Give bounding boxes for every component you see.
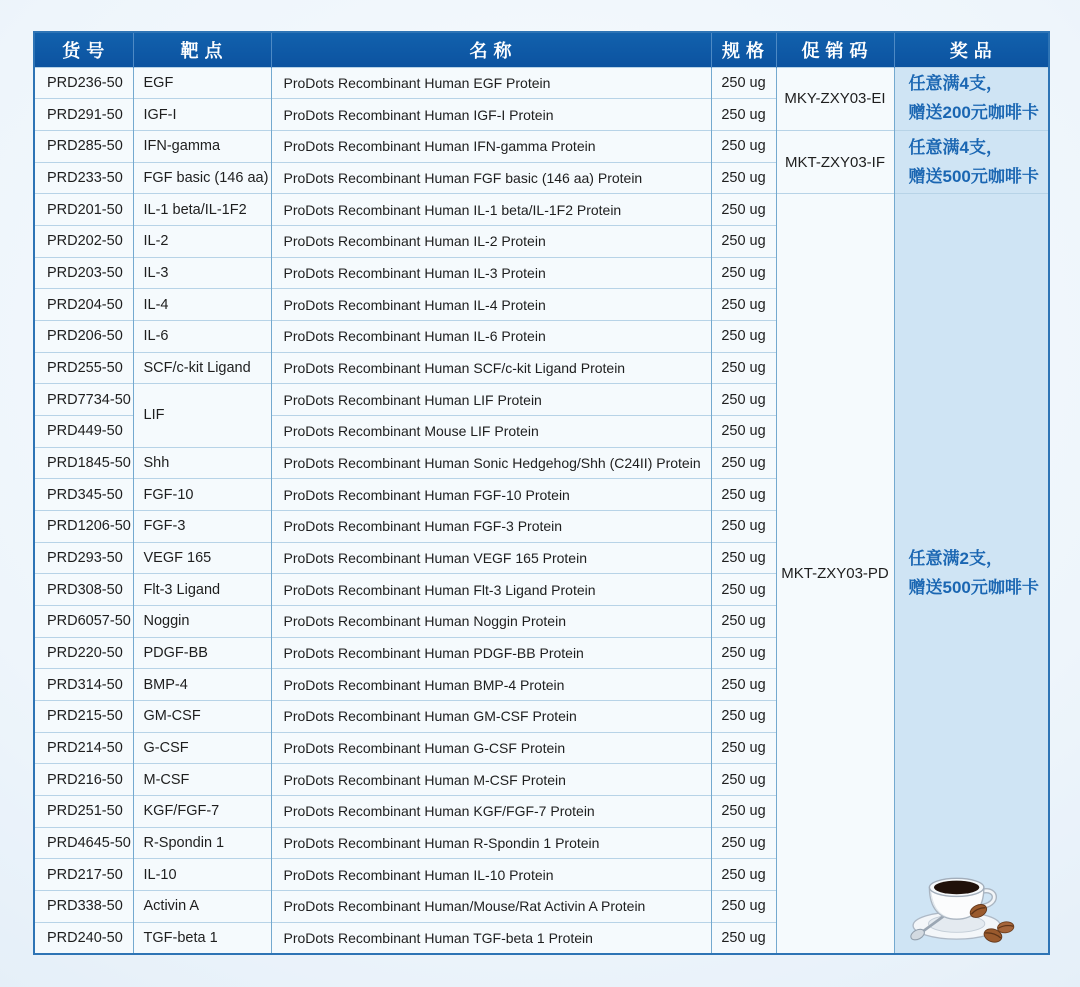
- catalog-cell: PRD7734-50: [34, 384, 133, 416]
- size-cell: 250 ug: [711, 415, 776, 447]
- name-cell: ProDots Recombinant Human GM-CSF Protein: [271, 700, 711, 732]
- prize-cell: [894, 194, 1049, 954]
- catalog-cell: PRD251-50: [34, 795, 133, 827]
- name-cell: ProDots Recombinant Human KGF/FGF-7 Protein: [271, 795, 711, 827]
- target-cell: M-CSF: [133, 764, 271, 796]
- catalog-cell: PRD338-50: [34, 890, 133, 922]
- name-cell: ProDots Recombinant Human IL-3 Protein: [271, 257, 711, 289]
- catalog-cell: PRD215-50: [34, 700, 133, 732]
- name-cell: ProDots Recombinant Human SCF/c-kit Ligand Protein: [271, 352, 711, 384]
- name-cell: ProDots Recombinant Mouse LIF Protein: [271, 415, 711, 447]
- size-cell: 250 ug: [711, 479, 776, 511]
- target-cell: SCF/c-kit Ligand: [133, 352, 271, 384]
- header-promo-code: 促销码: [776, 32, 894, 67]
- size-cell: 250 ug: [711, 510, 776, 542]
- name-cell: ProDots Recombinant Human IL-10 Protein: [271, 859, 711, 891]
- name-cell: ProDots Recombinant Human FGF-10 Protein: [271, 479, 711, 511]
- size-cell: 250 ug: [711, 130, 776, 162]
- target-cell: Noggin: [133, 605, 271, 637]
- promo-code-cell: MKY-ZXY03-EI: [776, 67, 894, 130]
- size-cell: 250 ug: [711, 732, 776, 764]
- catalog-cell: PRD203-50: [34, 257, 133, 289]
- size-cell: 250 ug: [711, 700, 776, 732]
- target-cell: IL-10: [133, 859, 271, 891]
- prize-text: [895, 68, 1049, 130]
- size-cell: 250 ug: [711, 162, 776, 194]
- catalog-cell: PRD220-50: [34, 637, 133, 669]
- name-cell: ProDots Recombinant Human IL-1 beta/IL-1F2 Protein: [271, 194, 711, 226]
- size-cell: 250 ug: [711, 890, 776, 922]
- target-cell: Flt-3 Ligand: [133, 574, 271, 606]
- name-cell: ProDots Recombinant Human IGF-I Protein: [271, 99, 711, 131]
- target-cell: IL-1 beta/IL-1F2: [133, 194, 271, 226]
- catalog-cell: PRD345-50: [34, 479, 133, 511]
- name-cell: ProDots Recombinant Human Flt-3 Ligand Protein: [271, 574, 711, 606]
- size-cell: 250 ug: [711, 384, 776, 416]
- prize-text: [895, 194, 1049, 953]
- catalog-cell: PRD206-50: [34, 320, 133, 352]
- target-cell: G-CSF: [133, 732, 271, 764]
- catalog-cell: PRD6057-50: [34, 605, 133, 637]
- name-cell: ProDots Recombinant Human LIF Protein: [271, 384, 711, 416]
- prize-line: 任意满4支，: [908, 74, 1003, 94]
- header-product-name: 名称: [271, 32, 711, 67]
- target-cell: GM-CSF: [133, 700, 271, 732]
- size-cell: 250 ug: [711, 859, 776, 891]
- size-cell: 250 ug: [711, 289, 776, 321]
- size-cell: 250 ug: [711, 257, 776, 289]
- target-cell: IL-6: [133, 320, 271, 352]
- catalog-cell: PRD204-50: [34, 289, 133, 321]
- name-cell: ProDots Recombinant Human BMP-4 Protein: [271, 669, 711, 701]
- catalog-cell: PRD285-50: [34, 130, 133, 162]
- table-row: [34, 194, 1049, 226]
- target-cell: FGF-10: [133, 479, 271, 511]
- target-cell: Shh: [133, 447, 271, 479]
- promo-code-cell: MKT-ZXY03-IF: [776, 130, 894, 193]
- size-cell: 250 ug: [711, 574, 776, 606]
- catalog-cell: PRD216-50: [34, 764, 133, 796]
- name-cell: ProDots Recombinant Human FGF-3 Protein: [271, 510, 711, 542]
- name-cell: ProDots Recombinant Human FGF basic (146 aa) Protein: [271, 162, 711, 194]
- catalog-cell: PRD255-50: [34, 352, 133, 384]
- catalog-cell: PRD201-50: [34, 194, 133, 226]
- name-cell: ProDots Recombinant Human/Mouse/Rat Activin A Protein: [271, 890, 711, 922]
- name-cell: ProDots Recombinant Human Noggin Protein: [271, 605, 711, 637]
- product-promo-table: [33, 31, 1050, 955]
- table-row: [34, 130, 1049, 162]
- size-cell: 250 ug: [711, 827, 776, 859]
- name-cell: ProDots Recombinant Human R-Spondin 1 Protein: [271, 827, 711, 859]
- prize-line: 赠送500元咖啡卡: [908, 166, 1039, 186]
- size-cell: 250 ug: [711, 320, 776, 352]
- catalog-cell: PRD308-50: [34, 574, 133, 606]
- catalog-cell: PRD291-50: [34, 99, 133, 131]
- catalog-cell: PRD1206-50: [34, 510, 133, 542]
- catalog-cell: PRD4645-50: [34, 827, 133, 859]
- name-cell: ProDots Recombinant Human EGF Protein: [271, 67, 711, 99]
- catalog-cell: PRD240-50: [34, 922, 133, 954]
- header-size: 规格: [711, 32, 776, 67]
- catalog-cell: PRD217-50: [34, 859, 133, 891]
- name-cell: ProDots Recombinant Human VEGF 165 Protein: [271, 542, 711, 574]
- size-cell: 250 ug: [711, 764, 776, 796]
- header-catalog-number: 货号: [34, 32, 133, 67]
- target-cell: PDGF-BB: [133, 637, 271, 669]
- target-cell: BMP-4: [133, 669, 271, 701]
- name-cell: ProDots Recombinant Human TGF-beta 1 Protein: [271, 922, 711, 954]
- table-row: [34, 67, 1049, 99]
- name-cell: ProDots Recombinant Human IL-2 Protein: [271, 225, 711, 257]
- catalog-cell: PRD314-50: [34, 669, 133, 701]
- prize-line: 赠送200元咖啡卡: [908, 103, 1039, 123]
- coffee-cup-image: [904, 851, 1022, 951]
- target-cell: IGF-I: [133, 99, 271, 131]
- catalog-cell: PRD233-50: [34, 162, 133, 194]
- size-cell: 250 ug: [711, 669, 776, 701]
- size-cell: 250 ug: [711, 795, 776, 827]
- prize-line: 任意满4支，: [908, 137, 1003, 157]
- name-cell: ProDots Recombinant Human IL-6 Protein: [271, 320, 711, 352]
- size-cell: 250 ug: [711, 637, 776, 669]
- target-cell: VEGF 165: [133, 542, 271, 574]
- target-cell: IL-3: [133, 257, 271, 289]
- size-cell: 250 ug: [711, 352, 776, 384]
- header-prize: 奖品: [894, 32, 1049, 67]
- prize-line: 任意满2支，: [908, 549, 1003, 568]
- catalog-cell: PRD214-50: [34, 732, 133, 764]
- target-cell: FGF-3: [133, 510, 271, 542]
- prize-text: [895, 131, 1049, 193]
- name-cell: ProDots Recombinant Human Sonic Hedgehog/Shh (C24II) Protein: [271, 447, 711, 479]
- name-cell: ProDots Recombinant Human M-CSF Protein: [271, 764, 711, 796]
- size-cell: 250 ug: [711, 99, 776, 131]
- catalog-cell: PRD449-50: [34, 415, 133, 447]
- prize-cell: [894, 67, 1049, 130]
- promo-code-cell: MKT-ZXY03-PD: [776, 194, 894, 954]
- catalog-cell: PRD202-50: [34, 225, 133, 257]
- target-cell: FGF basic (146 aa): [133, 162, 271, 194]
- target-cell: LIF: [133, 384, 271, 447]
- size-cell: 250 ug: [711, 225, 776, 257]
- header-row: [34, 32, 1049, 67]
- name-cell: ProDots Recombinant Human G-CSF Protein: [271, 732, 711, 764]
- catalog-cell: PRD1845-50: [34, 447, 133, 479]
- size-cell: 250 ug: [711, 67, 776, 99]
- size-cell: 250 ug: [711, 194, 776, 226]
- catalog-cell: PRD236-50: [34, 67, 133, 99]
- target-cell: IFN-gamma: [133, 130, 271, 162]
- size-cell: 250 ug: [711, 922, 776, 954]
- target-cell: KGF/FGF-7: [133, 795, 271, 827]
- catalog-cell: PRD293-50: [34, 542, 133, 574]
- name-cell: ProDots Recombinant Human PDGF-BB Protein: [271, 637, 711, 669]
- target-cell: R-Spondin 1: [133, 827, 271, 859]
- target-cell: TGF-beta 1: [133, 922, 271, 954]
- size-cell: 250 ug: [711, 542, 776, 574]
- prize-line: 赠送500元咖啡卡: [908, 578, 1039, 597]
- target-cell: Activin A: [133, 890, 271, 922]
- name-cell: ProDots Recombinant Human IL-4 Protein: [271, 289, 711, 321]
- target-cell: EGF: [133, 67, 271, 99]
- target-cell: IL-2: [133, 225, 271, 257]
- prize-cell: [894, 130, 1049, 193]
- name-cell: ProDots Recombinant Human IFN-gamma Protein: [271, 130, 711, 162]
- target-cell: IL-4: [133, 289, 271, 321]
- header-target: 靶点: [133, 32, 271, 67]
- size-cell: 250 ug: [711, 447, 776, 479]
- size-cell: 250 ug: [711, 605, 776, 637]
